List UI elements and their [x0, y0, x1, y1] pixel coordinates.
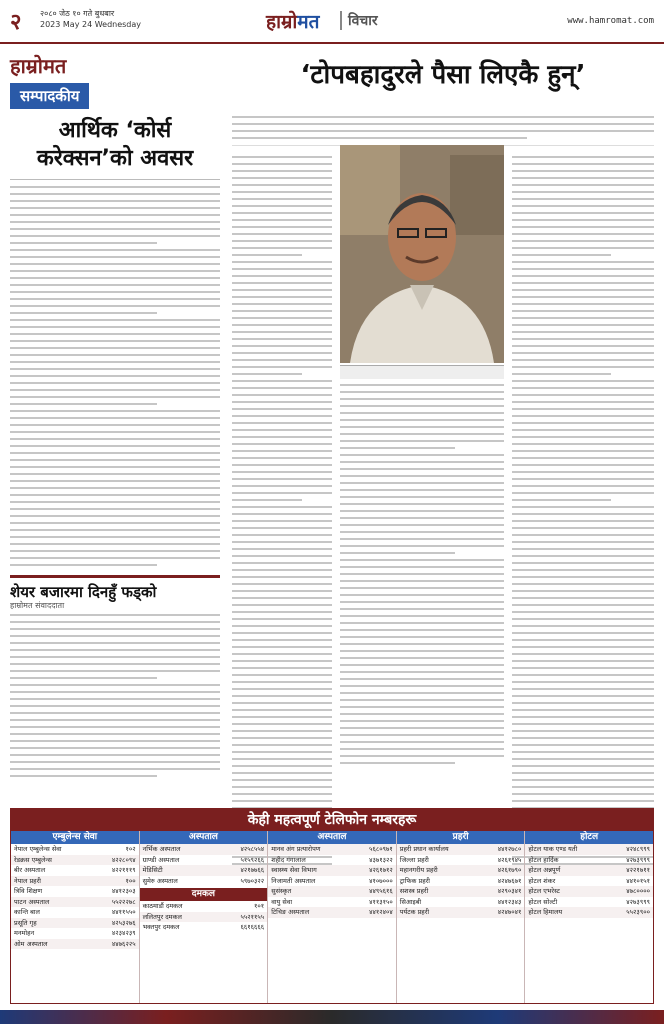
main-story-column-1 [232, 156, 332, 796]
issue-dates [40, 8, 141, 30]
directory-entry-name: सशस्त्र प्रहरी [399, 887, 429, 895]
directory-entry-name: स्वास्थ्य सेवा विभाग [271, 866, 317, 874]
directory-row [268, 907, 396, 918]
footer-color-bar [0, 1010, 664, 1024]
directory-row [397, 876, 525, 887]
directory-column-hotel [525, 831, 653, 1003]
directory-row [525, 907, 653, 918]
directory-entry-name: पर्यटक प्रहरी [399, 908, 430, 916]
directory-entry-phone: ४२५८५५४ [240, 845, 265, 853]
directory-entry-phone: ४२६१९४५ [497, 855, 522, 864]
second-story-headline[interactable]: शेयर बजारमा दिनहुँ फड्को [10, 575, 220, 602]
directory-row [525, 876, 653, 887]
directory-entry-phone: ४२४७०४१ [497, 908, 522, 916]
directory-row [397, 886, 525, 897]
directory-entry-phone: ४४१२७८० [497, 845, 522, 853]
directory-row [11, 897, 139, 908]
directory-entry-phone: ४७८०००० [626, 887, 650, 895]
directory-row [525, 844, 653, 855]
directory-entry-phone: ५९७०३२२ [240, 876, 265, 885]
directory-row [11, 876, 139, 887]
main-story-lead [232, 112, 654, 146]
directory-column-police [397, 831, 526, 1003]
main-story-headline[interactable]: ‘टोपबहादुरले पैसा लिएकै हुन्’ [300, 60, 586, 90]
directory-entry-phone: ४२४७६७१ [497, 876, 522, 885]
directory-entry-phone: ४२१७७६६ [240, 866, 265, 874]
directory-row [11, 907, 139, 918]
page-number: २ [10, 10, 22, 35]
directory-entry-name: होटल हार्दिक [528, 855, 559, 864]
portrait-image [340, 145, 504, 363]
main-story-column-3 [512, 156, 654, 796]
directory-entry-phone: ५१५९२६६ [240, 855, 265, 864]
directory-entry-phone: ४२२१७११ [626, 866, 650, 874]
directory-entry-name: होटल सोल्टी [528, 897, 558, 906]
directory-entry-name: ट्राफिक प्रहरी [399, 876, 430, 885]
directory-entry-name: होटल एभरेस्ट [528, 887, 560, 895]
directory-entry-name: मेडिसिटी [142, 866, 163, 874]
directory-row [11, 918, 139, 929]
editorial-title[interactable]: आर्थिक ‘कोर्स करेक्सन’को अवसर [36, 118, 194, 171]
directory-entry-phone: ४१०७००० [369, 876, 393, 885]
directory-entry-name: कान्ति बाल [14, 908, 40, 916]
directory-entry-name: नर्भिक अस्पताल [142, 845, 181, 853]
website-link[interactable]: www.hamromat.com [567, 16, 654, 26]
directory-entry-phone: ४२२१११९ [111, 866, 136, 874]
directory-row [140, 876, 268, 887]
directory-entry-name: जिल्ला प्रहरी [399, 855, 429, 864]
directory-entry-phone: ५५२११५५ [240, 912, 265, 921]
directory-entry-phone: ४११३१५० [369, 897, 393, 906]
directory-entry-phone: ५६८०९७१ [369, 845, 393, 853]
directory-row [397, 865, 525, 876]
directory-entry-phone: १०० [125, 876, 136, 885]
editorial-column [10, 52, 220, 572]
directory-row [397, 844, 525, 855]
directory-entry-phone: ४२६१७१२ [369, 866, 393, 874]
directory-entry-phone: ४२५३२७६ [111, 918, 136, 927]
directory-column-head: अस्पताल [140, 831, 268, 844]
directory-entry-name: होटल अन्नपूर्ण [528, 866, 561, 874]
directory-column-head: होटल [525, 831, 653, 844]
directory-row [268, 886, 396, 897]
directory-entry-phone: ५५२२२७८ [111, 897, 136, 906]
directory-row [11, 855, 139, 866]
directory-entry-name: बीर अस्पताल [14, 866, 46, 874]
directory-entry-name: पाटन अस्पताल [14, 897, 50, 906]
date-nepali: २०८० जेठ १० गते बुधबार [40, 9, 115, 18]
main-story-photo [340, 145, 504, 363]
directory-entry-name: ललितपुर दमकल [142, 912, 182, 921]
directory-entry-name: मनमोहन [14, 929, 35, 937]
directory-row [268, 897, 396, 908]
directory-entry-phone: ४२७३९९९ [626, 897, 650, 906]
masthead-logo-main: हाम्रो [266, 11, 298, 33]
page-header [0, 0, 664, 44]
directory-row [268, 865, 396, 876]
directory-row [397, 907, 525, 918]
second-story-byline: हाम्रोमत संवाददाता [10, 601, 65, 610]
directory-rows [11, 844, 139, 949]
directory-row [11, 886, 139, 897]
directory-row [268, 876, 396, 887]
directory-row [525, 865, 653, 876]
directory-entry-phone: ६६१६६६६ [240, 923, 265, 931]
directory-row [140, 865, 268, 876]
directory-entry-name: निजामती अस्पताल [271, 876, 316, 885]
directory-entry-name: ओम अस्पताल [14, 939, 48, 948]
directory-row [268, 855, 396, 866]
directory-row [140, 844, 268, 855]
phone-directory-title: केही महत्वपूर्ण टेलिफोन नम्बरहरू [11, 809, 653, 831]
directory-entry-phone: ४३७१३२२ [369, 855, 393, 864]
directory-entry-phone: ४४१०१५१ [626, 876, 650, 885]
directory-row [140, 901, 268, 912]
directory-row [140, 855, 268, 866]
directory-entry-name: वायु सेवा [271, 897, 293, 906]
directory-entry-phone: ४४११५५० [111, 908, 136, 916]
editorial-label: सम्पादकीय [10, 83, 89, 109]
directory-column-head: प्रहरी [397, 831, 525, 844]
directory-row [525, 855, 653, 866]
directory-entry-phone: ४४१२४०४ [369, 908, 393, 916]
directory-row [140, 912, 268, 923]
date-english: 2023 May 24 Wednesday [40, 20, 142, 29]
directory-row [525, 886, 653, 897]
directory-entry-phone: ४२७३९९९ [626, 855, 650, 864]
directory-row [397, 897, 525, 908]
directory-entry-phone: ४२९०३४१ [497, 887, 522, 895]
directory-entry-name: त्रिवि शिक्षण [14, 887, 43, 895]
directory-entry-name: रेडक्रस एम्बुलेन्स [14, 855, 52, 864]
directory-entry-phone: ४२२८०९४ [111, 855, 136, 864]
section-name: विचार [340, 11, 378, 30]
directory-entry-name: ग्राण्डी अस्पताल [142, 855, 180, 864]
directory-entry-phone: ४२४८९९९ [626, 845, 650, 853]
masthead-logo [266, 8, 320, 34]
directory-entry-phone: ४४१२३४३ [497, 897, 522, 906]
directory-entry-name: सुसंस्कृत [271, 887, 292, 895]
directory-column-head: अस्पताल [268, 831, 396, 844]
directory-entry-name: टिचिङ अस्पताल [271, 908, 310, 916]
directory-row [11, 928, 139, 939]
directory-entry-phone: ४४७६२२५ [111, 939, 136, 948]
directory-row [11, 865, 139, 876]
directory-subhead-fire: दमकल [140, 888, 268, 901]
directory-entry-phone: ४४९५६१६ [369, 887, 393, 895]
second-story-body [10, 614, 220, 800]
directory-row [525, 897, 653, 908]
directory-entry-name: नेपाल प्रहरी [14, 876, 41, 885]
directory-entry-name: भक्तपुर दमकल [142, 923, 180, 931]
masthead-logo-accent: मत [297, 11, 320, 33]
directory-entry-phone: ५५२३९०० [626, 908, 650, 916]
directory-row [140, 922, 268, 933]
directory-entry-name: प्रसूति गृह [14, 918, 37, 927]
directory-column-hospital-fire [140, 831, 269, 1003]
directory-row [397, 855, 525, 866]
editorial-logo: हाम्रोमत [10, 54, 67, 78]
directory-entry-phone: १०१ [254, 902, 265, 910]
directory-column-hospital [268, 831, 397, 1003]
directory-entry-name: होटल हिमालय [528, 908, 563, 916]
directory-entry-name: होटल याक एण्ड यती [528, 845, 578, 853]
directory-column-ambulance [11, 831, 140, 1003]
editorial-text-lines [10, 186, 220, 566]
directory-entry-name: शहीद गंगालाल [271, 855, 306, 864]
editorial-body [10, 179, 220, 589]
directory-entry-name: नेपाल एम्बुलेन्स सेवा [14, 845, 62, 853]
directory-entry-phone: ४२३४२३९ [111, 929, 136, 937]
phone-directory [10, 808, 654, 1004]
directory-entry-phone: ४२६१७९० [497, 866, 522, 874]
directory-entry-name: महानगरीय प्रहरी [399, 866, 438, 874]
directory-column-head: एम्बुलेन्स सेवा [11, 831, 139, 844]
directory-entry-name: सुमेरु अस्पताल [142, 876, 178, 885]
photo-caption [340, 365, 504, 379]
main-story-column-2 [340, 384, 504, 794]
directory-row [268, 844, 396, 855]
directory-entry-phone: ४४१२३०३ [111, 887, 136, 895]
directory-entry-name: प्रहरी प्रधान कार्यालय [399, 845, 449, 853]
directory-row [11, 939, 139, 950]
directory-entry-name: काठमाडौं दमकल [142, 902, 183, 910]
directory-entry-phone: १०२ [125, 845, 136, 853]
directory-row [11, 844, 139, 855]
directory-entry-name: मानव अंग प्रत्यारोपण [271, 845, 321, 853]
directory-entry-name: होटल शंकर [528, 876, 556, 885]
directory-entry-name: सिआइबी [399, 897, 422, 906]
